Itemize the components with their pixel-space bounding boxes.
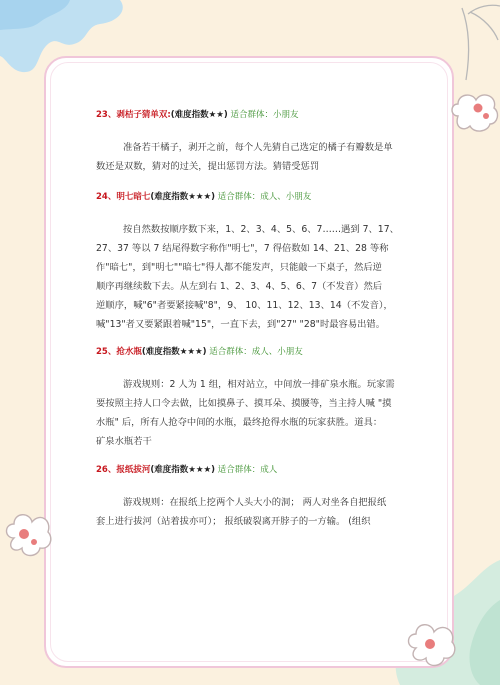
body-line: 喊"13"者又要紧跟着喊"15"，一直下去，到"27" "28"时最容易出错。 xyxy=(96,319,386,330)
body-line: 作"暗七"，到"明七""暗七"得人都不能发声，只能敲一下桌子，然后逆 xyxy=(96,262,382,273)
body-line: 游戏规则：在报纸上挖两个人头大小的洞； 两人对坐各自把报纸 xyxy=(123,497,387,508)
audience-label: 适合群体：成人、小朋友 xyxy=(217,192,312,202)
body-line: 27、37 等以 7 结尾得数字称作"明七"，7 得倍数如 14、21、28 等称 xyxy=(96,243,389,254)
audience-label: 适合群体：成人、小朋友 xyxy=(209,347,303,357)
body-line: 准备若干橘子，剥开之前，每个人先猜自己选定的橘子有瓣数是单 xyxy=(123,142,393,153)
section-heading xyxy=(96,108,408,122)
body-line: 逆顺序，喊"6"者要紧接喊"8"，9、 10、11、12、13、14（不发音）， xyxy=(96,300,393,311)
difficulty-label: (难度指数★★) xyxy=(170,110,228,120)
section-body xyxy=(96,375,408,451)
section-game-26 xyxy=(96,463,408,531)
section-title: 25、抢水瓶 xyxy=(96,347,142,357)
section-body xyxy=(96,138,408,176)
audience-label: 适合群体：小朋友 xyxy=(230,110,299,120)
cloud-decoration-bottom-right xyxy=(404,618,460,670)
difficulty-label: (难度指数★★★) xyxy=(150,465,215,475)
difficulty-label: (难度指数★★★) xyxy=(141,347,207,357)
section-title: 23、剥桔子猜单双: xyxy=(96,110,171,120)
section-title: 24、明七暗七 xyxy=(96,192,151,202)
body-line: 要按照主持人口令去做，比如摸鼻子、摸耳朵、摸腰等，当主持人喊 "摸 xyxy=(96,398,392,409)
body-line: 游戏规则：2 人为 1 组，相对站立，中间放一排矿泉水瓶。玩家需 xyxy=(123,379,395,390)
body-line: 套上进行拔河（站着拔亦可）； 报纸破裂离开脖子的一方输。 (组织 xyxy=(96,516,371,527)
body-line: 数还是双数，猜对的过关，提出惩罚方法。猜错受惩罚 xyxy=(96,161,320,172)
section-game-24 xyxy=(96,190,408,334)
difficulty-label: (难度指数★★★) xyxy=(150,192,215,202)
section-body xyxy=(96,493,408,531)
section-heading xyxy=(96,345,408,359)
section-heading xyxy=(96,463,408,477)
section-game-25 xyxy=(96,345,408,451)
cloud-decoration-right xyxy=(448,86,500,138)
section-game-23 xyxy=(96,108,408,176)
audience-label: 适合群体：成人 xyxy=(217,465,278,475)
body-line: 按自然数按顺序数下来，1、2、3、4、5、6、7……遇到 7、17、 xyxy=(123,224,399,235)
palm-sketch-top-right xyxy=(462,5,500,80)
body-line: 顺序再继续数下去。从左到右 1、2、3、4、5、6、7（不发音）然后 xyxy=(96,281,383,292)
section-title: 26、报纸拔河 xyxy=(96,465,151,475)
cloud-decoration-left xyxy=(2,506,54,562)
body-line: 水瓶" 后，所有人抢夺中间的水瓶，最终抢得水瓶的玩家获胜。道具： xyxy=(96,417,383,428)
section-body xyxy=(96,220,408,334)
article-content xyxy=(96,108,408,531)
section-heading xyxy=(96,190,408,204)
body-line: 矿泉水瓶若干 xyxy=(96,436,152,447)
